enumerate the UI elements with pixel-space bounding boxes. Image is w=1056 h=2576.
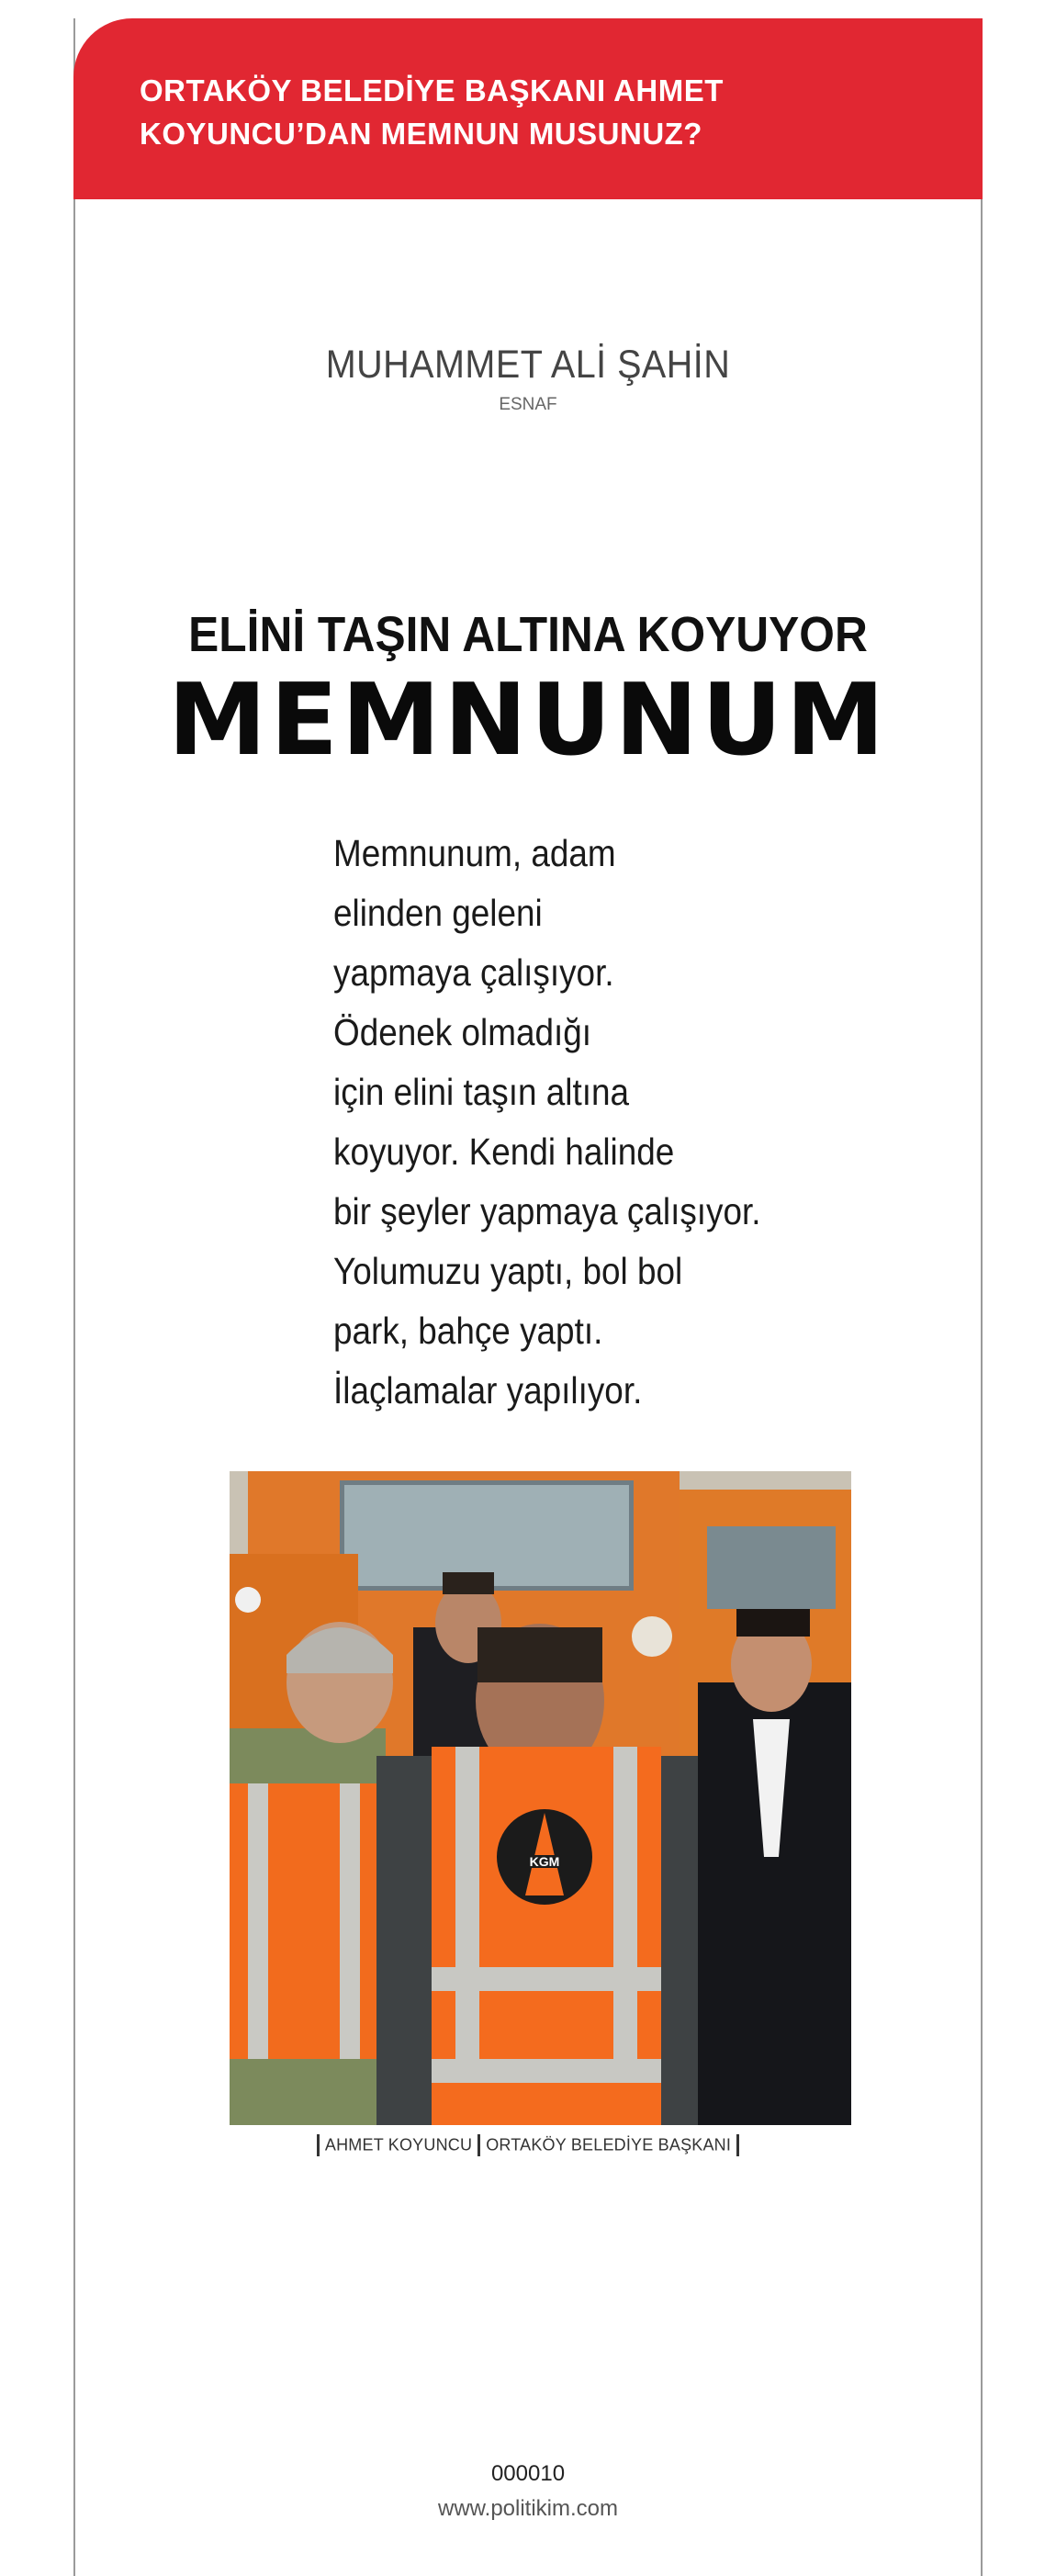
headline-title: MEMNUNUM — [167, 663, 889, 778]
person-role: ESNAF — [499, 395, 557, 414]
quote-line: Yolumuzu yaptı, bol bol — [333, 1250, 683, 1292]
caption-title: ORTAKÖY BELEDİYE BAŞKANI — [486, 2135, 732, 2154]
quote-line: İlaçlamalar yapılıyor. — [333, 1369, 643, 1412]
caption-separator — [477, 2134, 480, 2156]
header-banner — [73, 18, 983, 199]
footer-code: 000010 — [490, 2461, 566, 2486]
quote-text — [333, 824, 796, 1421]
photo-caption — [0, 2134, 1056, 2156]
news-photo — [230, 1471, 851, 2125]
quote-line: elinden geleni — [333, 892, 543, 934]
quote-line: yapmaya çalışıyor. — [333, 951, 614, 994]
banner-title: ORTAKÖY BELEDİYE BAŞKANI AHMET KOYUNCU’DAN MEMNUN MUSUNUZ? — [140, 73, 724, 151]
footer-url[interactable]: www.politikim.com — [437, 2496, 619, 2521]
person-name: MUHAMMET ALİ ŞAHİN — [325, 343, 731, 387]
quote-line: Memnunum, adam — [333, 832, 616, 874]
headline-subtitle: ELİNİ TAŞIN ALTINA KOYUYOR — [188, 607, 868, 662]
caption-separator — [736, 2134, 739, 2156]
quote-line: bir şeyler yapmaya çalışıyor. — [333, 1190, 761, 1232]
quote-line: Ödenek olmadığı — [333, 1011, 592, 1053]
quote-line: park, bahçe yaptı. — [333, 1310, 603, 1352]
caption-name: AHMET KOYUNCU — [324, 2135, 473, 2154]
vest-logo-text: KGM — [529, 1854, 560, 1869]
caption-separator — [317, 2134, 320, 2156]
quote-line: koyuyor. Kendi halinde — [333, 1131, 675, 1173]
quote-line: için elini taşın altına — [333, 1071, 630, 1113]
